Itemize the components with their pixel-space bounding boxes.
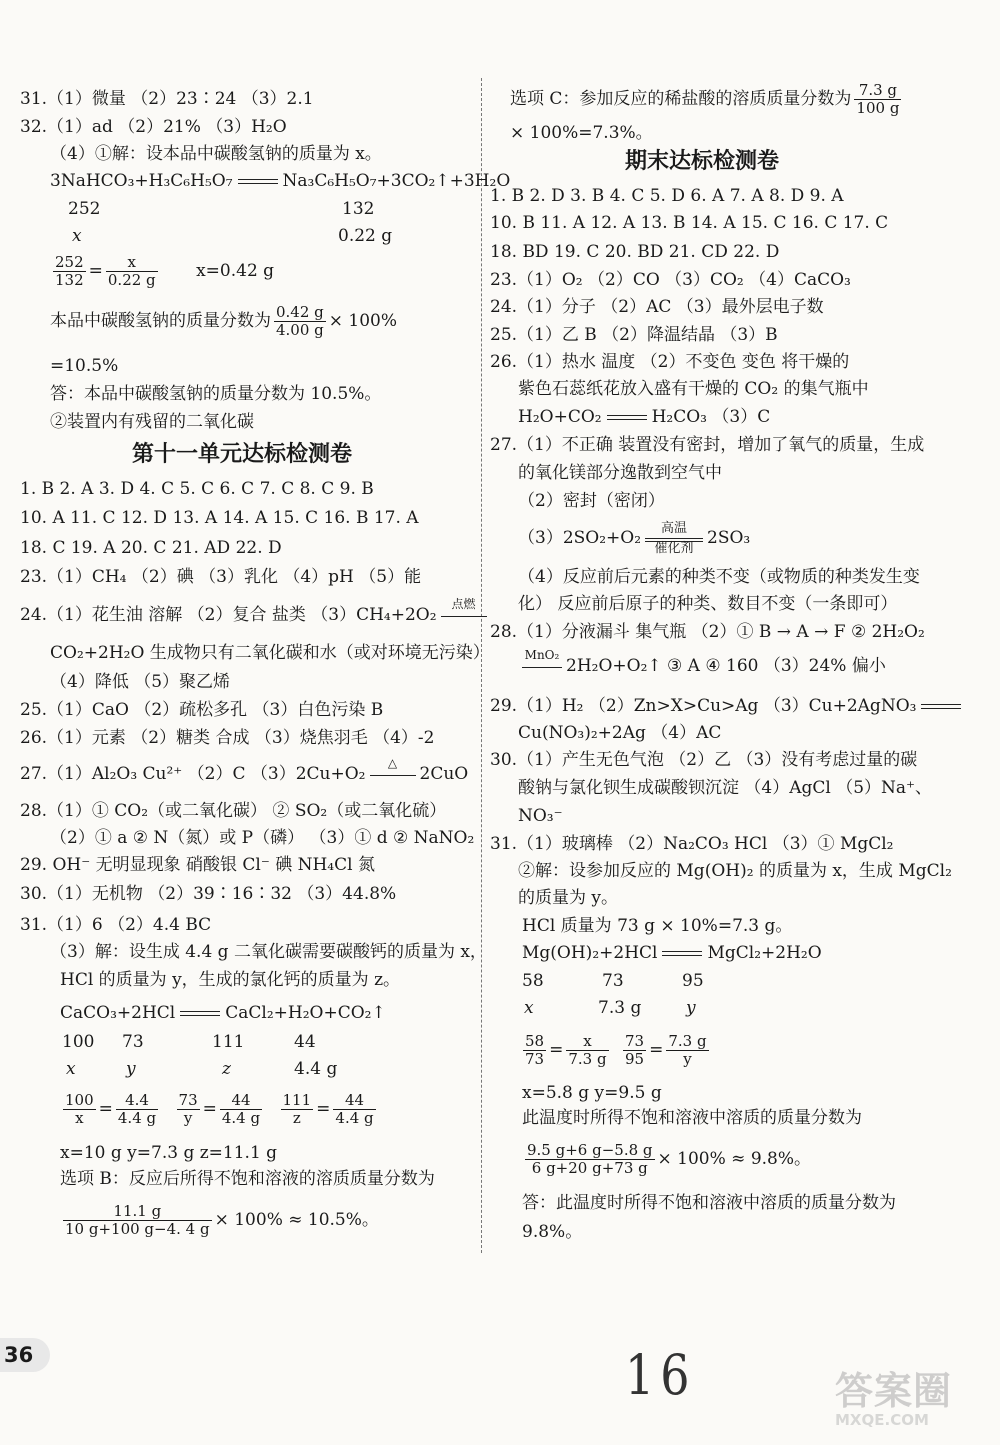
answer-line: （2）① a ② N（氮）或 P（磷） （3）① d ② NaNO₂ xyxy=(50,828,475,848)
answer-line: 31.（1）6 （2）4.4 BC xyxy=(20,915,212,935)
condition-equals: 高温 催化剂 xyxy=(645,522,703,556)
answer-line: 25.（1）乙 B （2）降温结晶 （3）B xyxy=(490,325,778,345)
equation-line: Mg(OH)₂+2HCl MgCl₂+2H₂O xyxy=(522,943,822,963)
answer-line: 26.（1）热水 温度 （2）不变色 变色 将干燥的 xyxy=(490,352,850,372)
fraction: $\frac{x}{0.22 g}$ xyxy=(107,253,156,289)
variable: x xyxy=(66,1059,76,1079)
equation-line: CaCO₃+2HCl CaCl₂+H₂O+CO₂↑ xyxy=(60,1003,386,1023)
choice-answers: 18. BD 19. C 20. BD 21. CD 22. D xyxy=(490,242,780,262)
products: Na₃C₆H₅O₇+3CO₂↑+3H₂O xyxy=(282,171,511,191)
answer-line: Cu(NO₃)₂+2Ag （4）AC xyxy=(518,723,722,743)
watermark-text: 答案圈 xyxy=(835,1369,953,1413)
solution-line: （4）①解：设本品中碳酸氢钠的质量为 x。 xyxy=(50,144,382,164)
answer-line: 28.（1）① CO₂（或二氧化碳） ② SO₂（或二氧化硫） xyxy=(20,801,447,821)
answer-line: 23.（1）O₂ （2）CO （3）CO₂ （4）CaCO₃ xyxy=(490,270,851,290)
answer-line: 紫色石蕊纸花放入盛有干燥的 CO₂ 的集气瓶中 xyxy=(518,379,869,399)
answer-line: 答：此温度时所得不饱和溶液中溶质的质量分数为 xyxy=(522,1193,896,1213)
variable: x xyxy=(72,226,82,246)
answer-line: （4）降低 （5）聚乙烯 xyxy=(50,672,231,692)
proportion-line: $\frac{252}{132}$ = $\frac{x}{0.22 g}$ x=0.42 g xyxy=(55,253,275,289)
solution-line: （3）解：设生成 4.4 g 二氧化碳需要碳酸钙的质量为 x， xyxy=(50,942,487,962)
mass-ratio: 58 xyxy=(522,971,544,991)
variable: y xyxy=(686,998,696,1018)
answer-line: 24.（1）花生油 溶解 （2）复合 盐类 （3）CH₄+2O₂ 点燃 xyxy=(20,604,491,627)
answer-line: CO₂+2H₂O 生成物只有二氧化碳和水（或对环境无污染） xyxy=(50,643,490,663)
answer-line: 23.（1）CH₄ （2）碘 （3）乳化 （4）pH （5）能 xyxy=(20,567,422,587)
fraction-line: 选项 C：参加反应的稀盐酸的溶质质量分数为 $\frac{7.3 g}{100 g}$ xyxy=(510,81,900,117)
result-line: × 100%=7.3%。 xyxy=(510,123,653,143)
result: x=0.42 g xyxy=(196,261,275,281)
proportion-line: $\frac{100}{x}$ = $\frac{4.4}{4.4 g}$ $\frac{73}{y}$ = $\frac{44}{4.4 g}$ $\frac{111}{z}$ = $\frac{44}{4.4 g}$ xyxy=(65,1091,374,1127)
equation-line: H₂O+CO₂ H₂CO₃ （3）C xyxy=(518,407,771,427)
answer-line: 化） 反应前后原子的种类、数目不变（一条即可） xyxy=(518,594,898,614)
answer-line: 24.（1）分子 （2）AC （3）最外层电子数 xyxy=(490,297,824,317)
variable: 7.3 g xyxy=(598,998,642,1018)
equation-line: （3）2SO₂+O₂ 高温 催化剂 2SO₃ xyxy=(518,520,751,556)
answer-line: ②装置内有残留的二氧化碳 xyxy=(50,412,254,432)
mass-ratio: 111 xyxy=(212,1032,245,1052)
choice-answers: 18. C 19. A 20. C 21. AD 22. D xyxy=(20,538,282,558)
condition-equals: △ xyxy=(370,764,416,786)
watermark-url: MXQE.COM xyxy=(835,1411,929,1429)
result-line: =10.5% xyxy=(50,356,119,376)
equals-sign xyxy=(180,1011,220,1016)
answer-line: （2）密封（密闭） xyxy=(518,491,665,511)
mass-ratio: 44 xyxy=(294,1032,316,1052)
answer-line: 的氧化镁部分逸散到空气中 xyxy=(518,463,722,483)
solution-line: HCl 的质量为 y，生成的氯化钙的质量为 z。 xyxy=(60,970,401,990)
mass-ratio: 73 xyxy=(602,971,624,991)
section-heading: 第十一单元达标检测卷 xyxy=(132,442,353,467)
choice-answers: 10. B 11. A 12. A 13. B 14. A 15. C 16. C 17. C xyxy=(490,213,889,233)
solution-line: HCl 质量为 73 g × 10%=7.3 g。 xyxy=(522,916,793,936)
answer-line: 30.（1）无机物 （2）39∶16∶32 （3）44.8% xyxy=(20,884,397,904)
section-heading: 期末达标检测卷 xyxy=(625,149,780,174)
fraction: $\frac{252}{132}$ xyxy=(55,253,84,289)
answer-line: 25.（1）CaO （2）疏松多孔 （3）白色污染 B xyxy=(20,700,384,720)
mass-ratio: 252 xyxy=(68,199,101,219)
answer-line: 32.（1）ad （2）21% （3）H₂O xyxy=(20,117,287,137)
choice-answers: 1. B 2. D 3. B 4. C 5. D 6. A 7. A 8. D 9. A xyxy=(490,186,844,206)
choice-answers: 10. A 11. C 12. D 13. A 14. A 15. C 16. B 17. A xyxy=(20,508,419,528)
solution-line: ②解：设参加反应的 Mg(OH)₂ 的质量为 x，生成 MgCl₂ xyxy=(518,861,952,881)
mass-ratio: 95 xyxy=(682,971,704,991)
handwritten-mark: 16 xyxy=(625,1342,696,1408)
variable: x xyxy=(524,998,534,1018)
reactants: 3NaHCO₃+H₃C₆H₅O₇ xyxy=(50,171,233,191)
mass-ratio: 100 xyxy=(62,1032,95,1052)
variable: 0.22 g xyxy=(338,226,393,246)
mass-ratio: 73 xyxy=(122,1032,144,1052)
page-number: 36 xyxy=(0,1338,50,1372)
answer-line: （4）反应前后元素的种类不变（或物质的种类发生变 xyxy=(518,567,920,587)
answer-line: 答：本品中碳酸氢钠的质量分数为 10.5%。 xyxy=(50,384,382,404)
choice-answers: 1. B 2. A 3. D 4. C 5. C 6. C 7. C 8. C 9. B xyxy=(20,479,374,499)
equals-sign xyxy=(238,179,278,184)
condition-equals: 点燃 xyxy=(441,605,487,627)
column-divider xyxy=(481,78,482,1253)
watermark-logo xyxy=(835,1360,985,1440)
fraction-line: $\frac{9.5 g+6 g-5.8 g}{6 g+20 g+73 g}$ × 100% ≈ 9.8%。 xyxy=(527,1141,812,1177)
answer-line: 28.（1）分液漏斗 集气瓶 （2）① B → A → F ② 2H₂O₂ xyxy=(490,622,925,642)
answer-line: 31.（1）微量 （2）23∶24 （3）2.1 xyxy=(20,89,314,109)
answer-line: 31.（1）玻璃棒 （2）Na₂CO₃ HCl （3）① MgCl₂ xyxy=(490,834,894,854)
answer-line: 29.（1）H₂ （2）Zn>X>Cu>Ag （3）Cu+2AgNO₃ xyxy=(490,695,966,717)
equation-line xyxy=(50,170,510,192)
proportion-line: $\frac{58}{73}$ = $\frac{x}{7.3 g}$ $\frac{73}{95}$ = $\frac{7.3 g}{y}$ xyxy=(525,1032,707,1068)
answer-line: 29. OH⁻ 无明显现象 硝酸银 Cl⁻ 碘 NH₄Cl 氮 xyxy=(20,855,375,875)
mass-ratio: 132 xyxy=(342,199,375,219)
answer-line: 酸钠与氯化钡生成碳酸钡沉淀 （4）AgCl （5）Na⁺、 xyxy=(518,778,933,798)
variable: y xyxy=(126,1059,136,1079)
answer-line: 27.（1）Al₂O₃ Cu²⁺ （2）C （3）2Cu+O₂ △ 2CuO xyxy=(20,755,469,784)
variable: 4.4 g xyxy=(294,1059,338,1079)
answer-line: 26.（1）元素 （2）糖类 合成 （3）烧焦羽毛 （4）-2 xyxy=(20,728,435,748)
solution-line: 选项 B：反应后所得不饱和溶液的溶质质量分数为 xyxy=(60,1169,435,1189)
variable: z xyxy=(222,1059,231,1079)
answer-line: 27.（1）不正确 装置没有密封，增加了氧气的质量，生成 xyxy=(490,435,925,455)
result-line: x=10 g y=7.3 g z=11.1 g xyxy=(60,1143,278,1163)
answer-line: NO₃⁻ xyxy=(518,806,563,826)
answer-line: 9.8%。 xyxy=(522,1222,583,1242)
result-line: x=5.8 g y=9.5 g xyxy=(522,1083,662,1103)
solution-line: 的质量为 y。 xyxy=(518,888,619,908)
solution-line: 此温度时所得不饱和溶液中溶质的质量分数为 xyxy=(522,1108,862,1128)
equation-line: MnO₂ 2H₂O+O₂↑ ③ A ④ 160 （3）24% 偏小 xyxy=(518,655,886,678)
answer-line: 30.（1）产生无色气泡 （2）乙 （3）没有考虑过量的碳 xyxy=(490,750,918,770)
fraction-line: $\frac{11.1 g}{10 g+100 g-4. 4 g}$ × 100% ≈ 10.5%。 xyxy=(65,1202,379,1238)
fraction: $\frac{0.42 g}{4.00 g}$ xyxy=(276,303,324,339)
fraction-line: 本品中碳酸氢钠的质量分数为 $\frac{0.42 g}{4.00 g}$ × 100% xyxy=(50,303,398,339)
